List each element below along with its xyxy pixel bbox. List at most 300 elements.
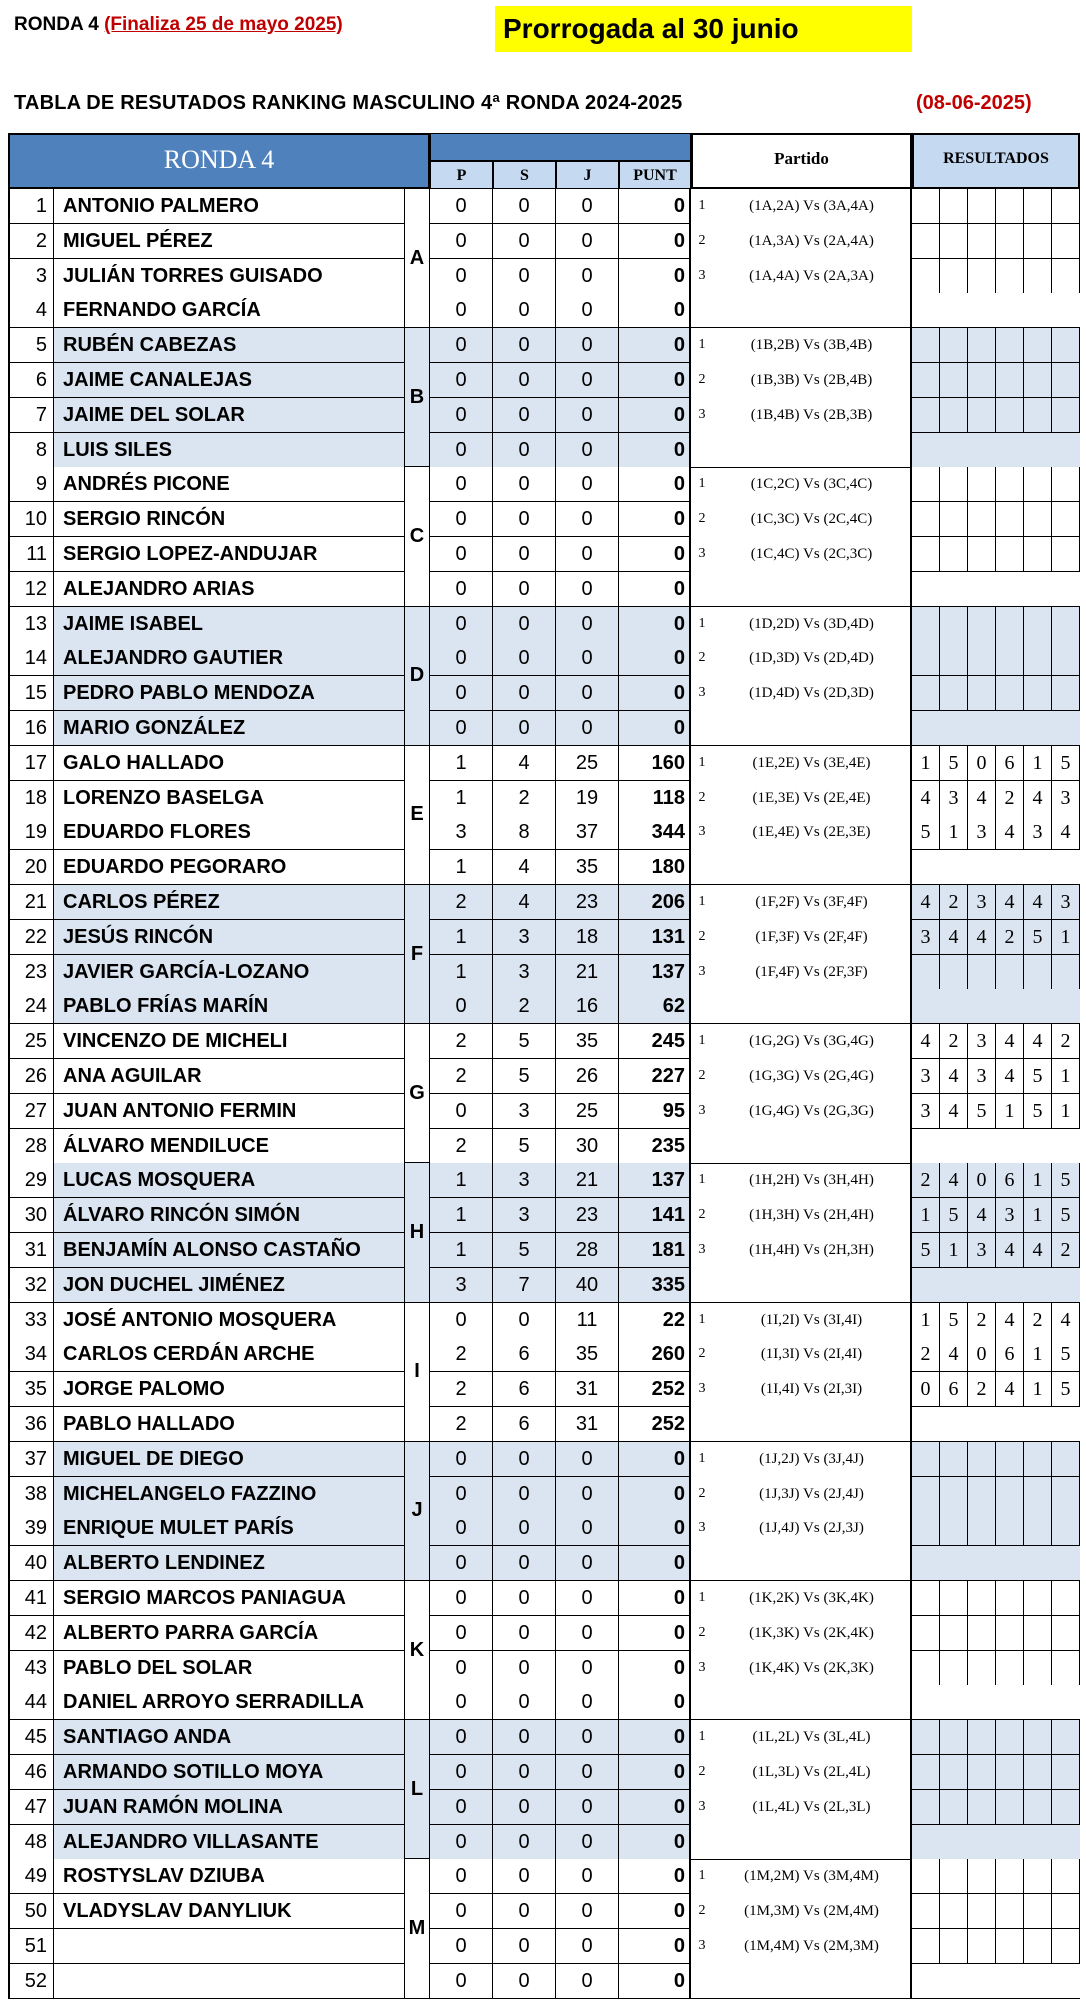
result-cell[interactable]: 3 <box>1024 815 1052 850</box>
result-cell[interactable] <box>968 1511 996 1546</box>
result-cell[interactable] <box>968 537 996 572</box>
result-cell[interactable]: 1 <box>996 1094 1024 1129</box>
result-cell[interactable] <box>968 1651 996 1686</box>
result-cell[interactable] <box>1052 328 1080 363</box>
match-blank <box>691 711 912 746</box>
result-cell[interactable]: 5 <box>1052 746 1080 781</box>
result-cell[interactable]: 3 <box>968 1059 996 1094</box>
result-cell[interactable]: 4 <box>912 885 940 920</box>
result-cell[interactable] <box>912 398 940 433</box>
result-cell[interactable] <box>1052 676 1080 711</box>
result-cell[interactable]: 4 <box>940 1163 968 1198</box>
result-cell[interactable] <box>912 1720 940 1755</box>
player-name: LUCAS MOSQUERA <box>54 1163 405 1198</box>
result-cell[interactable] <box>1052 1755 1080 1790</box>
result-cell[interactable] <box>1052 641 1080 676</box>
result-cell[interactable]: 3 <box>1052 885 1080 920</box>
result-cell[interactable]: 1 <box>912 1303 940 1338</box>
result-cell[interactable] <box>968 502 996 537</box>
result-cell[interactable] <box>996 676 1024 711</box>
points-total: 0 <box>619 1964 691 1999</box>
result-cell[interactable] <box>1024 1929 1052 1964</box>
result-cell[interactable]: 3 <box>968 1024 996 1059</box>
result-cell[interactable] <box>912 363 940 398</box>
page-title: TABLA DE RESUTADOS RANKING MASCULINO 4ª RONDA 2024-2025 <box>14 92 683 114</box>
result-cell[interactable] <box>1052 467 1080 502</box>
result-cell[interactable]: 2 <box>912 1163 940 1198</box>
player-name: JON DUCHEL JIMÉNEZ <box>54 1268 405 1303</box>
result-cell[interactable] <box>968 1477 996 1512</box>
result-cell[interactable] <box>968 1616 996 1651</box>
result-cell[interactable] <box>912 1651 940 1686</box>
result-cell[interactable]: 6 <box>996 1337 1024 1372</box>
result-cell[interactable]: 4 <box>968 920 996 955</box>
result-cell[interactable] <box>996 467 1024 502</box>
result-cell[interactable] <box>996 1929 1024 1964</box>
sets-count: 0 <box>493 398 556 433</box>
result-cell[interactable] <box>1052 1442 1080 1477</box>
result-cell[interactable]: 1 <box>940 815 968 850</box>
played-count: 0 <box>430 259 493 294</box>
result-cell[interactable]: 6 <box>940 1372 968 1407</box>
result-cell[interactable] <box>912 1477 940 1512</box>
result-cell[interactable] <box>940 363 968 398</box>
result-cell[interactable] <box>996 1511 1024 1546</box>
result-cell[interactable] <box>996 1894 1024 1929</box>
result-cell[interactable]: 1 <box>1024 746 1052 781</box>
result-cell[interactable] <box>1052 1651 1080 1686</box>
player-name: MIGUEL DE DIEGO <box>54 1442 405 1477</box>
result-cell[interactable] <box>1052 607 1080 642</box>
played-count: 0 <box>430 1546 493 1581</box>
result-cell[interactable] <box>912 224 940 259</box>
result-cell[interactable] <box>940 502 968 537</box>
result-cell[interactable] <box>996 537 1024 572</box>
result-cell[interactable]: 5 <box>940 746 968 781</box>
result-cell[interactable]: 5 <box>1052 1372 1080 1407</box>
result-cell[interactable]: 5 <box>940 1303 968 1338</box>
result-cell[interactable] <box>940 259 968 294</box>
table-row <box>8 363 1080 398</box>
result-cell[interactable] <box>1024 1790 1052 1825</box>
result-cell[interactable] <box>912 1859 940 1894</box>
result-cell[interactable] <box>1024 676 1052 711</box>
result-cell[interactable] <box>996 1790 1024 1825</box>
games-count: 0 <box>556 224 619 259</box>
result-cell[interactable]: 4 <box>940 1094 968 1129</box>
match-pairing: (1M,2M) Vs (3M,4M) <box>713 1859 912 1894</box>
result-cell[interactable] <box>1052 955 1080 990</box>
result-cell[interactable] <box>1024 467 1052 502</box>
result-cell[interactable]: 1 <box>1052 1094 1080 1129</box>
result-cell[interactable] <box>968 1442 996 1477</box>
result-cell[interactable] <box>912 1616 940 1651</box>
result-cell[interactable] <box>1052 502 1080 537</box>
result-cell[interactable] <box>1024 1894 1052 1929</box>
match-blank <box>691 989 912 1024</box>
result-cell[interactable] <box>912 1929 940 1964</box>
result-cell[interactable]: 5 <box>1024 1094 1052 1129</box>
result-cell[interactable]: 2 <box>1024 1303 1052 1338</box>
result-cell[interactable] <box>968 1755 996 1790</box>
result-cell[interactable]: 6 <box>996 746 1024 781</box>
result-cell[interactable]: 5 <box>968 1094 996 1129</box>
result-cell[interactable]: 1 <box>1052 920 1080 955</box>
games-count: 0 <box>556 398 619 433</box>
result-cell[interactable] <box>940 1442 968 1477</box>
result-cell[interactable] <box>912 537 940 572</box>
result-cell[interactable] <box>1024 1442 1052 1477</box>
match-pairing: (1F,4F) Vs (2F,3F) <box>713 955 912 990</box>
played-count: 1 <box>430 746 493 781</box>
result-cell[interactable] <box>968 189 996 224</box>
match-blank <box>691 1964 912 1999</box>
result-cell[interactable]: 3 <box>1052 781 1080 816</box>
result-cell[interactable] <box>996 1859 1024 1894</box>
result-cell[interactable]: 2 <box>912 1337 940 1372</box>
result-cell[interactable] <box>968 363 996 398</box>
result-cell[interactable] <box>1052 1511 1080 1546</box>
group-letter: A <box>405 189 430 328</box>
result-cell[interactable] <box>1024 1720 1052 1755</box>
result-cell[interactable]: 4 <box>996 885 1024 920</box>
player-number: 10 <box>8 502 54 537</box>
result-cell[interactable] <box>968 259 996 294</box>
result-cell[interactable]: 5 <box>1052 1198 1080 1233</box>
result-cell[interactable] <box>912 1511 940 1546</box>
result-cell[interactable] <box>1024 363 1052 398</box>
result-cell[interactable] <box>940 1894 968 1929</box>
result-cell[interactable] <box>940 1616 968 1651</box>
result-cell[interactable] <box>940 641 968 676</box>
result-cell[interactable]: 0 <box>968 1163 996 1198</box>
result-cell[interactable] <box>1024 502 1052 537</box>
result-cell[interactable]: 4 <box>968 1198 996 1233</box>
result-cell[interactable] <box>912 1894 940 1929</box>
result-cell[interactable] <box>968 467 996 502</box>
result-cell[interactable] <box>996 259 1024 294</box>
result-cell[interactable] <box>912 676 940 711</box>
group-letter: C <box>405 467 430 606</box>
result-cell[interactable]: 3 <box>912 920 940 955</box>
result-cell[interactable] <box>912 1581 940 1616</box>
result-cell[interactable]: 4 <box>996 1303 1024 1338</box>
games-count: 0 <box>556 1511 619 1546</box>
result-cell[interactable] <box>968 1581 996 1616</box>
player-name: LORENZO BASELGA <box>54 781 405 816</box>
result-cell[interactable] <box>912 1442 940 1477</box>
result-cell[interactable]: 1 <box>912 1198 940 1233</box>
result-cell[interactable] <box>996 607 1024 642</box>
result-cell[interactable] <box>996 955 1024 990</box>
table-row <box>8 1859 1080 1894</box>
result-cell[interactable] <box>912 502 940 537</box>
group-letter: E <box>405 746 430 885</box>
player-number: 30 <box>8 1198 54 1233</box>
match-number: 3 <box>698 267 706 283</box>
result-cell[interactable] <box>912 1755 940 1790</box>
sets-count: 0 <box>493 537 556 572</box>
result-cell[interactable] <box>940 467 968 502</box>
result-cell[interactable] <box>1024 189 1052 224</box>
result-cell[interactable] <box>968 676 996 711</box>
result-cell[interactable] <box>1052 363 1080 398</box>
sets-count: 0 <box>493 1581 556 1616</box>
result-cell[interactable] <box>912 1790 940 1825</box>
result-cell[interactable] <box>940 1651 968 1686</box>
result-cell[interactable] <box>940 1581 968 1616</box>
result-cell[interactable]: 4 <box>912 781 940 816</box>
result-cell[interactable] <box>1024 259 1052 294</box>
match-pairing: (1G,3G) Vs (2G,4G) <box>713 1059 912 1094</box>
player-name: ANA AGUILAR <box>54 1059 405 1094</box>
result-cell[interactable] <box>912 607 940 642</box>
result-cell[interactable] <box>996 1651 1024 1686</box>
result-cell[interactable] <box>968 641 996 676</box>
result-cell[interactable] <box>912 641 940 676</box>
result-cell[interactable]: 3 <box>968 1233 996 1268</box>
points-total: 181 <box>619 1233 691 1268</box>
result-cell[interactable]: 5 <box>912 815 940 850</box>
result-cell[interactable]: 4 <box>1024 1024 1052 1059</box>
result-cell[interactable] <box>968 1790 996 1825</box>
match-pairing: (1B,3B) Vs (2B,4B) <box>713 363 912 398</box>
result-cell[interactable]: 1 <box>1024 1198 1052 1233</box>
result-cell[interactable]: 4 <box>1052 815 1080 850</box>
result-cell[interactable]: 4 <box>1024 885 1052 920</box>
result-cell[interactable] <box>940 1790 968 1825</box>
result-cell[interactable]: 2 <box>940 885 968 920</box>
result-cell[interactable]: 3 <box>912 1094 940 1129</box>
result-cell[interactable] <box>1024 398 1052 433</box>
result-cell[interactable]: 2 <box>996 781 1024 816</box>
result-cell[interactable] <box>1052 1477 1080 1512</box>
match-number: 1 <box>698 754 706 770</box>
result-cell[interactable]: 4 <box>996 1059 1024 1094</box>
result-cell[interactable]: 1 <box>1052 1059 1080 1094</box>
result-cell[interactable]: 0 <box>968 1337 996 1372</box>
result-cell[interactable] <box>1024 328 1052 363</box>
result-cell[interactable] <box>940 607 968 642</box>
result-cell[interactable] <box>1024 1581 1052 1616</box>
result-cell[interactable] <box>940 1720 968 1755</box>
result-cell[interactable]: 3 <box>968 815 996 850</box>
result-cell[interactable] <box>1024 1511 1052 1546</box>
match-number: 1 <box>698 198 706 213</box>
player-number: 25 <box>8 1024 54 1059</box>
result-cell[interactable] <box>1024 1651 1052 1686</box>
result-cell[interactable] <box>1052 1894 1080 1929</box>
played-count: 0 <box>430 1825 493 1860</box>
result-cell[interactable]: 5 <box>1052 1163 1080 1198</box>
result-cell[interactable] <box>1052 537 1080 572</box>
result-cell[interactable] <box>996 1616 1024 1651</box>
player-name: SERGIO LOPEZ-ANDUJAR <box>54 537 405 572</box>
table-header-p: P <box>430 161 493 189</box>
points-total: 0 <box>619 1894 691 1929</box>
points-total: 22 <box>619 1303 691 1338</box>
player-number: 1 <box>8 189 54 224</box>
games-count: 31 <box>556 1407 619 1442</box>
result-cell[interactable]: 5 <box>1052 1337 1080 1372</box>
result-cell[interactable] <box>996 363 1024 398</box>
result-cell[interactable] <box>1052 1581 1080 1616</box>
result-cell[interactable] <box>1024 955 1052 990</box>
result-cell[interactable]: 2 <box>996 920 1024 955</box>
sets-count: 0 <box>493 328 556 363</box>
result-cell[interactable]: 2 <box>940 1024 968 1059</box>
result-cell[interactable] <box>996 1755 1024 1790</box>
result-cell[interactable] <box>912 189 940 224</box>
result-cell[interactable] <box>968 607 996 642</box>
result-cell[interactable] <box>968 955 996 990</box>
match-number: 2 <box>698 511 706 527</box>
result-cell[interactable] <box>968 1859 996 1894</box>
result-cell[interactable]: 3 <box>912 1059 940 1094</box>
result-cell[interactable] <box>996 398 1024 433</box>
result-cell[interactable]: 2 <box>968 1303 996 1338</box>
result-cell[interactable] <box>996 328 1024 363</box>
result-cell[interactable] <box>968 1720 996 1755</box>
result-cell[interactable]: 5 <box>940 1198 968 1233</box>
result-cell[interactable]: 3 <box>968 885 996 920</box>
player-number: 45 <box>8 1720 54 1755</box>
result-cell[interactable]: 1 <box>912 746 940 781</box>
result-cell[interactable] <box>940 1477 968 1512</box>
result-cell[interactable]: 5 <box>912 1233 940 1268</box>
result-cell[interactable]: 4 <box>996 1233 1024 1268</box>
games-count: 0 <box>556 572 619 607</box>
points-total: 0 <box>619 1720 691 1755</box>
result-cell[interactable] <box>996 189 1024 224</box>
result-cell[interactable] <box>996 641 1024 676</box>
result-cell[interactable] <box>1024 641 1052 676</box>
result-cell[interactable] <box>940 537 968 572</box>
result-cell[interactable] <box>968 398 996 433</box>
extension-banner: Prorrogada al 30 junio <box>495 6 912 52</box>
result-cell[interactable] <box>1052 189 1080 224</box>
result-cell[interactable] <box>968 1929 996 1964</box>
result-cell[interactable]: 1 <box>1024 1163 1052 1198</box>
result-cell[interactable] <box>940 328 968 363</box>
result-cell[interactable] <box>1052 224 1080 259</box>
result-cell[interactable]: 4 <box>1024 1233 1052 1268</box>
result-cell[interactable]: 4 <box>968 781 996 816</box>
player-number: 52 <box>8 1964 54 1999</box>
result-cell[interactable] <box>940 1511 968 1546</box>
result-cell[interactable]: 4 <box>912 1024 940 1059</box>
result-cell[interactable]: 4 <box>1052 1303 1080 1338</box>
player-number: 19 <box>8 815 54 850</box>
result-cell[interactable] <box>940 1859 968 1894</box>
player-name: JAIME CANALEJAS <box>54 363 405 398</box>
result-cell[interactable] <box>996 1477 1024 1512</box>
result-cell[interactable] <box>912 259 940 294</box>
result-cell[interactable] <box>940 1755 968 1790</box>
result-cell[interactable]: 6 <box>996 1163 1024 1198</box>
result-cell[interactable] <box>1024 1477 1052 1512</box>
result-cell[interactable]: 2 <box>1052 1024 1080 1059</box>
result-cell[interactable]: 1 <box>1024 1372 1052 1407</box>
result-cell[interactable]: 4 <box>996 1372 1024 1407</box>
result-cell[interactable] <box>996 224 1024 259</box>
table-row <box>8 676 1080 711</box>
result-cell[interactable]: 4 <box>1024 781 1052 816</box>
result-cell[interactable] <box>996 1720 1024 1755</box>
result-cell[interactable] <box>1052 398 1080 433</box>
result-cell[interactable] <box>996 1442 1024 1477</box>
result-cell[interactable] <box>912 328 940 363</box>
player-number: 40 <box>8 1546 54 1581</box>
result-cell[interactable]: 0 <box>912 1372 940 1407</box>
result-cell[interactable] <box>940 398 968 433</box>
player-name: JAIME DEL SOLAR <box>54 398 405 433</box>
result-cell[interactable] <box>1052 1790 1080 1825</box>
result-cell[interactable]: 4 <box>940 1059 968 1094</box>
points-total: 0 <box>619 502 691 537</box>
player-name: MICHELANGELO FAZZINO <box>54 1477 405 1512</box>
result-cell[interactable]: 3 <box>940 781 968 816</box>
result-cell[interactable] <box>940 189 968 224</box>
result-cell[interactable] <box>1024 607 1052 642</box>
points-total: 180 <box>619 850 691 885</box>
table-row <box>8 1303 1080 1338</box>
result-cell[interactable] <box>1052 1929 1080 1964</box>
result-cell[interactable]: 2 <box>968 1372 996 1407</box>
result-cell[interactable] <box>940 224 968 259</box>
table-row <box>8 989 1080 1024</box>
result-cell[interactable]: 5 <box>1024 920 1052 955</box>
result-cell[interactable]: 4 <box>996 1024 1024 1059</box>
result-cell[interactable]: 1 <box>940 1233 968 1268</box>
result-cell[interactable] <box>968 224 996 259</box>
result-cell[interactable]: 3 <box>996 1198 1024 1233</box>
player-name: LUIS SILES <box>54 433 405 468</box>
player-name: PEDRO PABLO MENDOZA <box>54 676 405 711</box>
result-cell[interactable] <box>1052 1859 1080 1894</box>
result-cell[interactable] <box>1052 1616 1080 1651</box>
result-cell[interactable] <box>1024 537 1052 572</box>
result-cell[interactable] <box>940 955 968 990</box>
player-name: ALBERTO LENDINEZ <box>54 1546 405 1581</box>
table-row <box>8 1755 1080 1790</box>
result-cell[interactable] <box>1024 224 1052 259</box>
result-cell[interactable] <box>912 955 940 990</box>
result-cell[interactable]: 0 <box>968 746 996 781</box>
sets-count: 0 <box>493 1790 556 1825</box>
result-cell[interactable] <box>1024 1755 1052 1790</box>
result-cell[interactable] <box>1024 1859 1052 1894</box>
result-cell[interactable] <box>996 502 1024 537</box>
result-cell[interactable]: 1 <box>1024 1337 1052 1372</box>
result-cell[interactable] <box>1052 259 1080 294</box>
result-cell[interactable] <box>996 1581 1024 1616</box>
result-cell[interactable]: 2 <box>1052 1233 1080 1268</box>
result-cell[interactable]: 5 <box>1024 1059 1052 1094</box>
result-cell[interactable] <box>940 676 968 711</box>
result-cell[interactable] <box>968 328 996 363</box>
result-cell[interactable] <box>940 1929 968 1964</box>
result-cell[interactable]: 4 <box>940 920 968 955</box>
table-row <box>8 572 1080 607</box>
result-cell[interactable] <box>1024 1616 1052 1651</box>
result-cell[interactable]: 4 <box>996 815 1024 850</box>
games-count: 0 <box>556 711 619 746</box>
result-cell[interactable] <box>912 467 940 502</box>
result-cell[interactable] <box>968 1894 996 1929</box>
result-cell[interactable] <box>1052 1720 1080 1755</box>
result-cell[interactable]: 4 <box>940 1337 968 1372</box>
